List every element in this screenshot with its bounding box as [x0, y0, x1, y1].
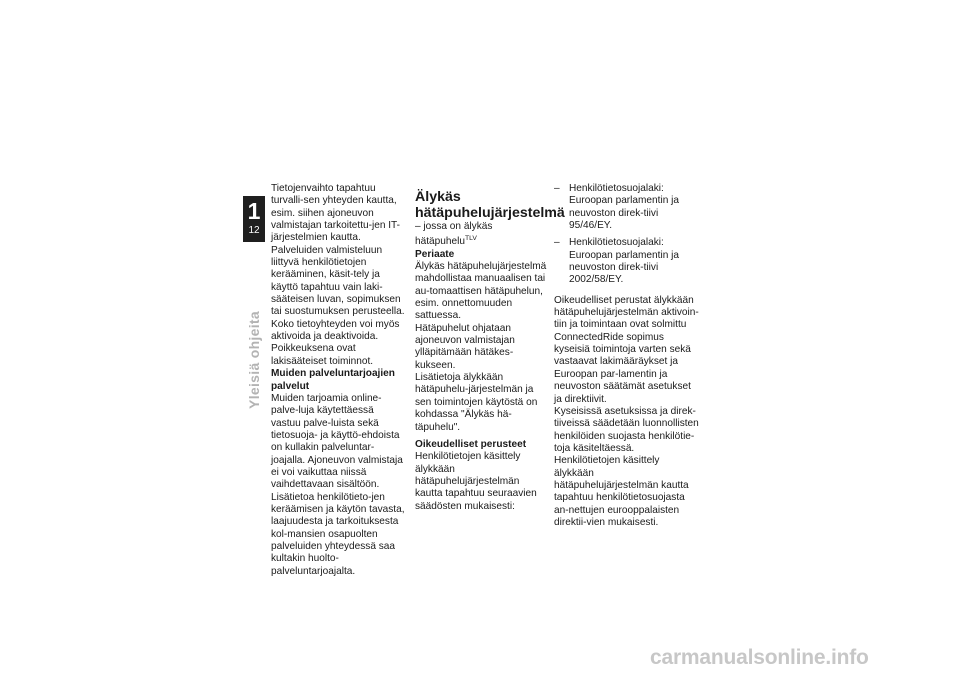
side-chapter-title	[244, 311, 264, 409]
heading-third-party-services: Muiden palveluntarjoajien palvelut	[271, 368, 395, 392]
paragraph-more-info: Lisätietoja älykkään hätäpuhelu-järjestelmän ja sen toimintojen käytöstä on kohdassa "Älykäs hä-täpuhelu".	[415, 372, 538, 433]
paragraph-legal-grounds: Oikeudelliset perustat älykkään hätäpuhelujärjestelmän aktivoin-tiin ja toimintaan ovat solmittu ConnectedRide sopimus kyseisiä toimintoja varten sekä vastaavat lakimääräykset ja Euroopan par-lamentin ja neuvoston säätämät asetukset ja direktiivit.	[554, 294, 699, 405]
paragraph-principle: Älykäs hätäpuhelujärjestelmä mahdollistaa manuaalisen tai au-tomaattisen hätäpuhelun, esim. onnettomuuden sattuessa.	[415, 261, 547, 322]
paragraph-processing: Henkilötietojen käsittely älykkään hätäpuhelujärjestelmän kautta tapahtuu henkilötietosuojasta an-nettujen eurooppalaisten direktii-vien mukaisesti.	[554, 455, 689, 528]
section-title: Älykäs hätäpuhelujärjestelmä	[415, 189, 565, 221]
section-subtitle	[415, 221, 549, 249]
paragraph-regulations: Kyseisissä asetuksissa ja direk-tiiveissä säädetään luonnollisten henkilöiden suojasta henkilötie-toja käsiteltäessä.	[554, 405, 699, 454]
page-number: 12	[248, 225, 260, 236]
paragraph-legal-basis: Henkilötietojen käsittely älykkään hätäpuhelujärjestelmän kautta tapahtuu seuraavien säädösten mukaisesti:	[415, 451, 537, 512]
side-chapter-title-text: Yleisiä ohjeita	[246, 311, 262, 409]
subtitle-superscript: TLV	[464, 235, 477, 243]
heading-legal-basis: Oikeudelliset perusteet	[415, 438, 527, 450]
chapter-tab	[243, 196, 265, 242]
watermark: carmanualsonline.info	[650, 646, 869, 669]
text-column-2	[415, 189, 565, 513]
paragraph-data-exchange: Tietojenvaihto tapahtuu turvalli-sen yhteyden kautta, esim. siihen ajoneuvon valmistajan tarkoitettu-jen IT-järjestelmien kautta. Palveluiden valmisteluun liittyvä henkilötietojen kerääminen, käsit-tely ja käyttö tapahtuu vain laki-sääteisen luvan, sopimuksen tai suostumuksen perusteella. Koko tietoyhteyden voi myös aktivoida ja deaktivoida. Poikkeuksena ovat lakisääteiset toiminnot.	[271, 183, 405, 367]
paragraph-emergency-center: Hätäpuhelut ohjataan ajoneuvon valmistajan ylläpitämään hätäkes-kukseen.	[415, 322, 515, 371]
chapter-number: 1	[247, 198, 261, 224]
section-subtitle-text: – jossa on älykäs hätäpuhelu	[415, 221, 493, 248]
paragraph-third-party-services: Muiden tarjoamia online-palve-luja käytettäessä vastuu palve-luista sekä tietosuoja- ja käyttö-ehdoista on kullakin palveluntar-joajalla. Ajoneuvon valmistaja ei voi vaikuttaa niissä vaihdettavaan sisältöön. Lisätietoa henkilötieto-jen keräämisen ja käytön tavasta, laajuudesta ja tarkoituksesta kol-mansien osapuolten palveluiden yhteydessä saa kultakin huolto-palveluntarjoajalta.	[271, 392, 405, 577]
list-item	[554, 237, 699, 286]
heading-principle: Periaate	[415, 248, 455, 260]
dash-bullet: –	[554, 183, 560, 194]
list-item	[554, 183, 699, 232]
text-column-1	[271, 183, 405, 578]
list-item-text: Henkilötietosuojalaki: Euroopan parlamentin ja neuvoston direk-tiivi 95/46/EY.	[569, 183, 679, 232]
list-item-text: Henkilötietosuojalaki: Euroopan parlamentin ja neuvoston direk-tiivi 2002/58/EY.	[569, 237, 679, 286]
text-column-3	[554, 183, 699, 529]
dash-bullet: –	[554, 237, 560, 249]
